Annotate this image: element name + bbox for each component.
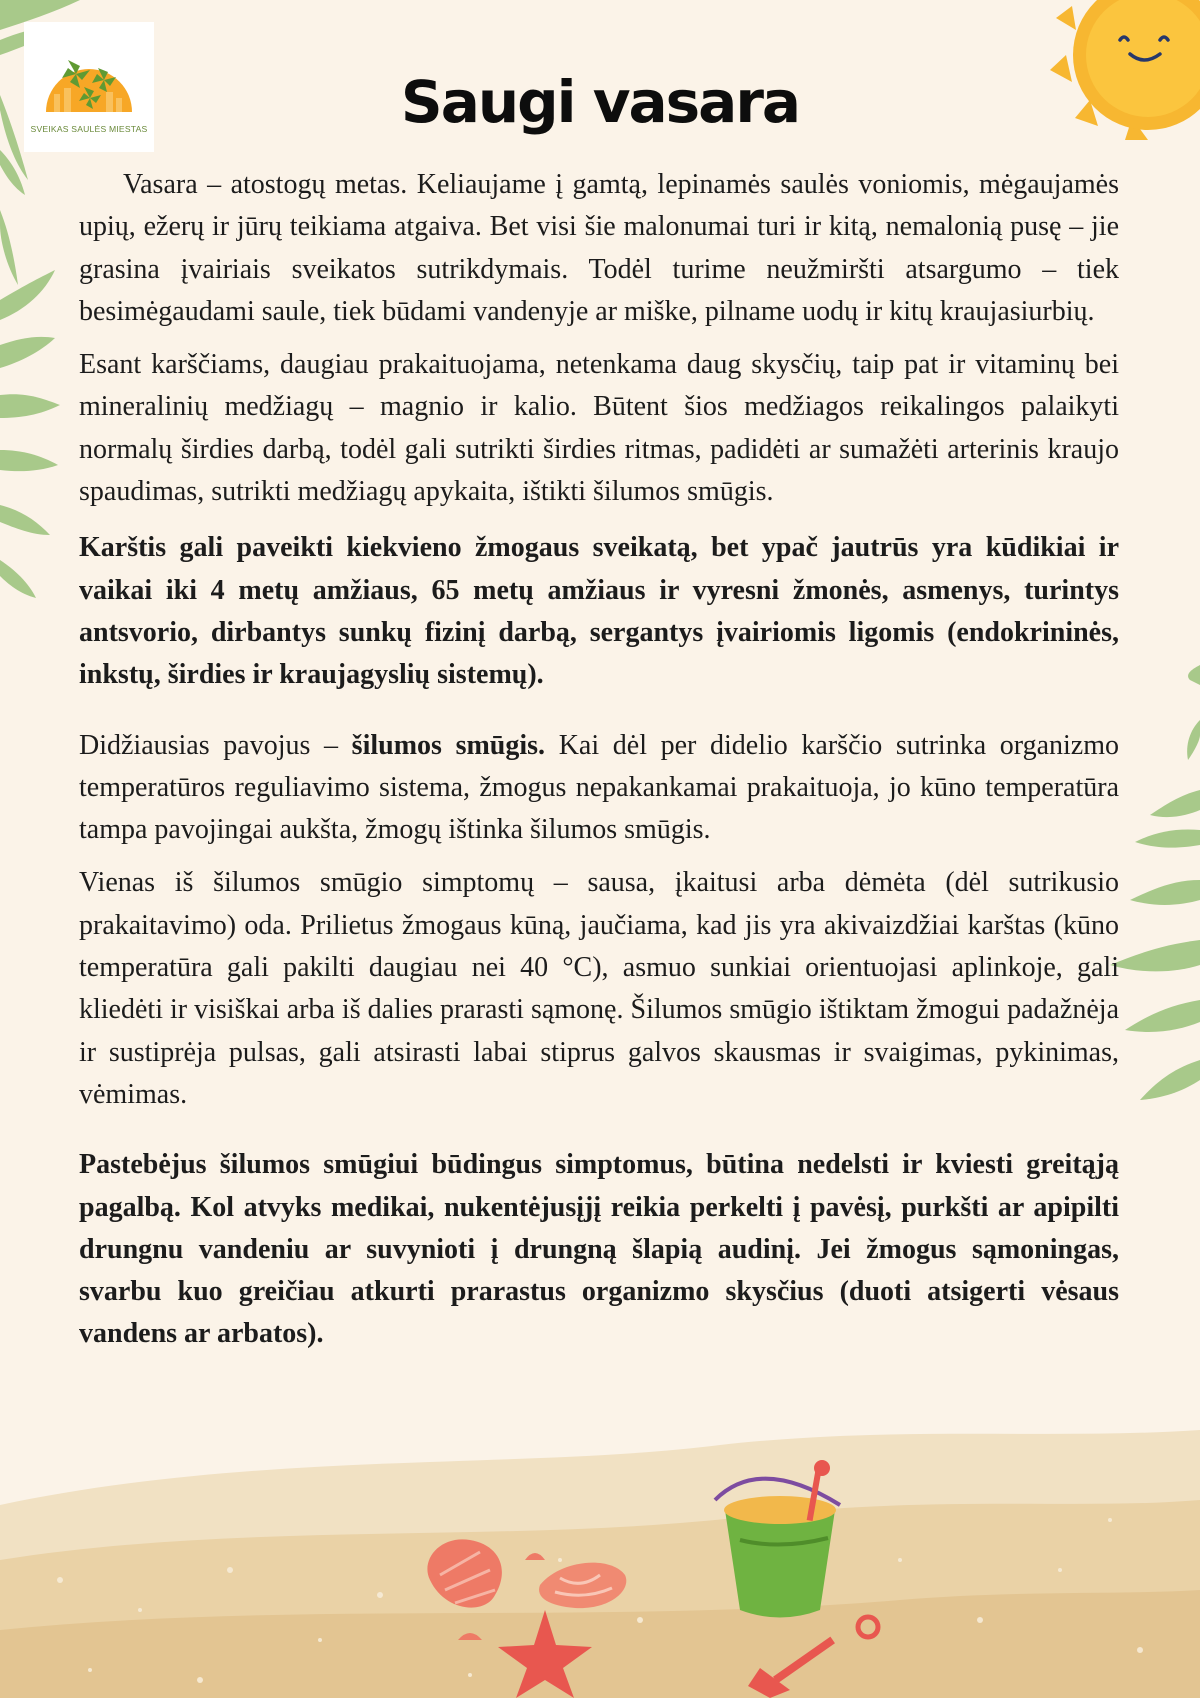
- paragraph-heat-effects: Esant karščiams, daugiau prakaituojama, netenkama daug skysčių, taip pat ir vitaminų bei mineralinių medžiagų – magnio ir kalio. Būtent šios medžiagos reikalingos palaikyti normalų širdies darbą, todėl gali sutrikti širdies ritmas, padidėti ar sumažėti arterinis kraujo spaudimas, sutrikti medžiagų apykaita, ištikti šilumos smūgis.: [79, 349, 1119, 508]
- paragraph-symptoms: Vienas iš šilumos smūgio simptomų – sausa, įkaitusi arba dėmėta (dėl sutrikusio prakaitavimo) oda. Prilietus žmogaus kūną, jaučiama, kad jis yra akivaizdžiai karštas (kūno temperatūra gali pakilti daugiau nei 40 °C), asmuo sunkiai orientuojasi aplinkoje, gali kliedėti ir visiškai arba iš dalies prarasti sąmonę. Šilumos smūgio ištiktam žmogui padažnėja ir sustiprėja pulsas, gali atsirasti labai stiprus galvos skausmas ir svaigimas, pykinimas, vėmimas.: [79, 867, 1119, 1110]
- paragraph-first-aid: Pastebėjus šilumos smūgiui būdingus simptomus, būtina nedelsti ir kviesti greitąją pagalbą. Kol atvyks medikai, nukentėjusįjį reikia perkelti į pavėsį, purkšti ar apipilti drungnu vandeniu ar suvynioti į drungną šlapią audinį. Jei žmogus sąmoningas, svarbu kuo greičiau atkurti prarastus organizmo skysčius (duoti atsigerti vėsaus vandens ar arbatos).: [79, 1149, 1119, 1350]
- text-span: Kai dėl per didelio karščio sutrinka organizmo temperatūros reguliavimo sistema, žmogus nepakankamai prakaituoja, jo kūno temperatūra tampa pavojingai aukšta, žmogų ištinka šilumos smūgis.: [79, 729, 1119, 846]
- paragraph-heatstroke-danger: [79, 725, 1119, 852]
- page-title: Saugi vasara: [400, 68, 800, 136]
- paragraph-intro: Vasara – atostogų metas. Keliaujame į gamtą, lepinamės saulės voniomis, mėgaujamės upių, ežerų ir jūrų teikiama atgaiva. Bet visi šie malonumai turi ir kitą, nemalonią pusę – jie grasina įvairiais sveikatos sutrikdymais. Todėl turime neužmiršti atsargumo – tiek besimėgaudami saule, tiek būdami vandenyje ar miške, pilname uodų ir kitų kraujasiurbių.: [79, 169, 1119, 327]
- logo-text: SVEIKAS SAULĖS MIESTAS: [30, 124, 148, 134]
- paragraph-risk-groups: Karštis gali paveikti kiekvieno žmogaus sveikatą, bet ypač jautrūs yra kūdikiai ir vaikai iki 4 metų amžiaus, 65 metų amžiaus ir vyresni žmonės, asmenys, turintys antsvorio, dirbantys sunkų fizinį darbą, sergantys įvairiomis ligomis (endokrininės, inkstų, širdies ir kraujagyslių sistemų).: [79, 532, 1119, 691]
- palm-leaves-right: [1110, 665, 1200, 1100]
- heatstroke-term: šilumos smūgis.: [351, 729, 546, 761]
- article-body: [79, 164, 1119, 1356]
- text-span: Didžiausias pavojus –: [79, 729, 352, 761]
